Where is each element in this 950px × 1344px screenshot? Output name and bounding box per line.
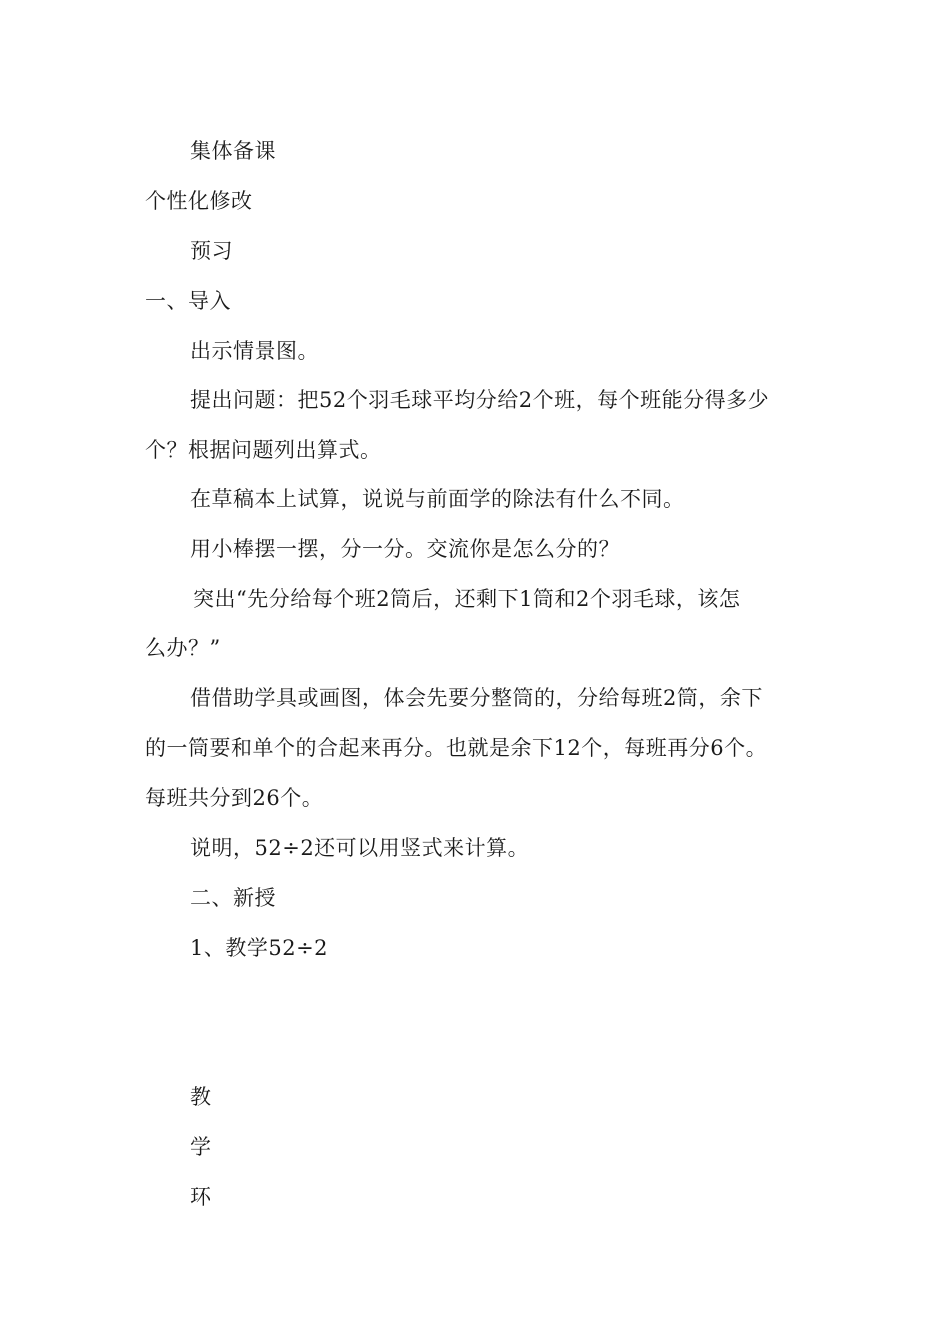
paragraph-highlight-line-1: 突出“先分给每个班2筒后，还剩下1筒和2个羽毛球，该怎 bbox=[193, 587, 741, 611]
heading-collective-lesson-prep: 集体备课 bbox=[190, 139, 276, 163]
paragraph-explain-line-2: 的一筒要和单个的合起来再分。也就是余下12个，每班再分6个。 bbox=[145, 736, 768, 760]
paragraph-use-sticks: 用小棒摆一摆，分一分。交流你是怎么分的？ bbox=[190, 537, 620, 561]
paragraph-trial-calculation: 在草稿本上试算，说说与前面学的除法有什么不同。 bbox=[190, 487, 685, 511]
paragraph-show-scene: 出示情景图。 bbox=[190, 339, 319, 363]
vertical-label-char-1: 教 bbox=[190, 1085, 212, 1109]
paragraph-explain-line-3: 每班共分到26个。 bbox=[145, 786, 324, 810]
vertical-label-char-2: 学 bbox=[190, 1135, 212, 1159]
section-heading-introduction: 一、导入 bbox=[145, 289, 231, 313]
paragraph-highlight-line-2: 么办？” bbox=[145, 636, 221, 660]
paragraph-vertical-form: 说明，52÷2还可以用竖式来计算。 bbox=[190, 836, 530, 860]
heading-preview: 预习 bbox=[190, 239, 233, 263]
subsection-teach-52-div-2: 1、教学52÷2 bbox=[190, 936, 329, 960]
paragraph-explain-line-1: 借借助学具或画图，体会先要分整筒的，分给每班2筒，余下 bbox=[190, 686, 763, 710]
section-heading-new-lesson: 二、新授 bbox=[190, 886, 276, 910]
paragraph-question-line-1: 提出问题：把52个羽毛球平均分给2个班，每个班能分得多少 bbox=[190, 388, 770, 412]
heading-personalized-revision: 个性化修改 bbox=[145, 189, 253, 213]
vertical-label-char-3: 环 bbox=[190, 1185, 212, 1209]
paragraph-question-line-2: 个？根据问题列出算式。 bbox=[145, 438, 382, 462]
